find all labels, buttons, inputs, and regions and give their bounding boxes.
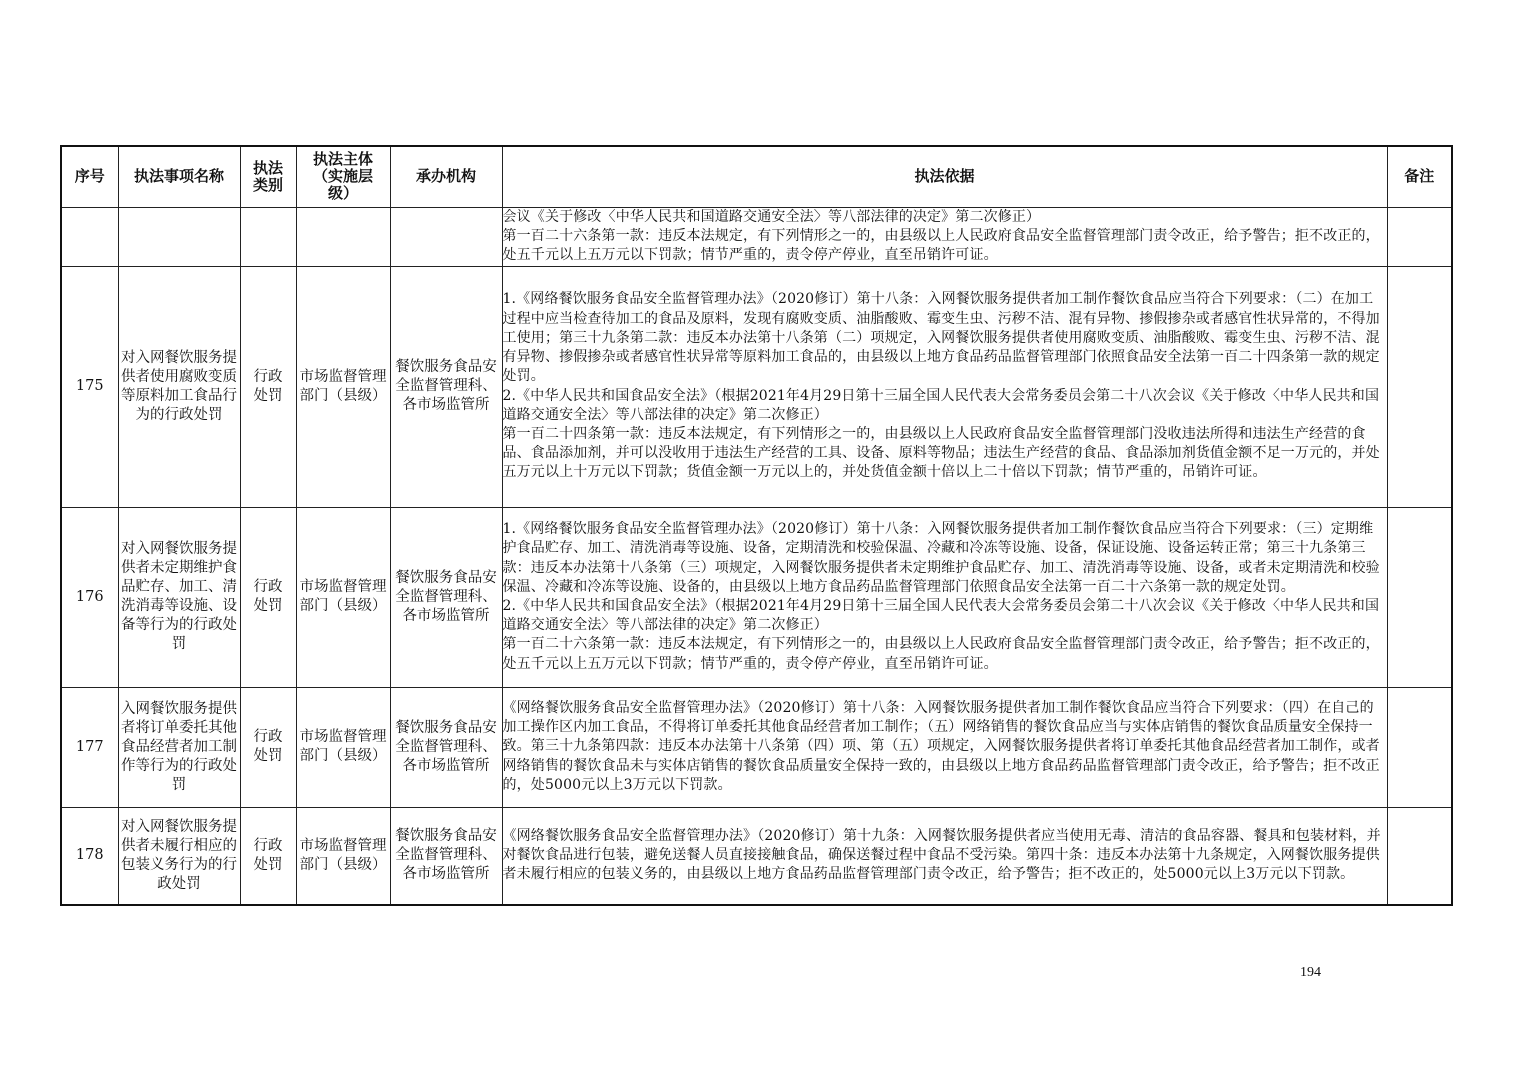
cell-note	[1387, 207, 1452, 266]
header-seq: 序号	[61, 146, 118, 207]
cell-basis: 1.《网络餐饮服务食品安全监督管理办法》（2020修订）第十八条：入网餐饮服务提供者加工制作餐饮食品应当符合下列要求：（三）定期维护食品贮存、加工、清洗消毒等设施、设备，定期清洗和校验保温、冷藏和冷冻等设施、设备，保证设施、设备运转正常；第三十九条第三款：违反本办法第十八条第（三）项规定，入网餐饮服务提供者未定期维护食品贮存、加工、清洗消毒等设施、设备，或者未定期清洗和校验保温、冷藏和冷冻等设施、设备的，由县级以上地方食品药品监督管理部门依照食品安全法第一百二十六条第一款的规定处罚。 2.《中华人民共和国食品安全法》（根据2021年4月29日第十三届全国人民代表大会常务委员会第二十八次会议《关于修改〈中华人民共和国道路交通安全法〉等八部法律的决定》第二次修正） 第一百二十六条第一款：违反本法规定，有下列情形之一的，由县级以上人民政府食品安全监督管理部门责令改正，给予警告；拒不改正的，处五千元以上五万元以下罚款；情节严重的，责令停产停业，直至吊销许可证。	[502, 507, 1387, 687]
cell-agency: 餐饮服务食品安全监督管理科、各市场监管所	[390, 507, 502, 687]
cell-basis: 会议《关于修改〈中华人民共和国道路交通安全法〉等八部法律的决定》第二次修正） 第一百二十六条第一款：违反本法规定，有下列情形之一的，由县级以上人民政府食品安全监督管理部门责令改正，给予警告；拒不改正的，处五千元以上五万元以下罚款；情节严重的，责令停产停业，直至吊销许可证。	[502, 207, 1387, 266]
header-row	[61, 146, 1452, 207]
cell-seq: 175	[61, 266, 118, 507]
cell-type: 行政 处罚	[240, 687, 296, 807]
cell-type	[240, 207, 296, 266]
cell-subject: 市场监督管理部门（县级）	[296, 807, 390, 905]
cell-type: 行政 处罚	[240, 266, 296, 507]
header-note: 备注	[1387, 146, 1452, 207]
cell-subject: 市场监督管理部门（县级）	[296, 507, 390, 687]
cell-name: 对入网餐饮服务提供者使用腐败变质等原料加工食品行为的行政处罚	[118, 266, 240, 507]
page-number: 194	[1300, 965, 1321, 980]
cell-agency	[390, 207, 502, 266]
header-subject: 执法主体 （实施层 级）	[296, 146, 390, 207]
enforcement-table	[60, 145, 1453, 906]
header-basis: 执法依据	[502, 146, 1387, 207]
table-row	[61, 207, 1452, 266]
cell-subject	[296, 207, 390, 266]
cell-seq: 177	[61, 687, 118, 807]
cell-type: 行政 处罚	[240, 507, 296, 687]
cell-seq: 178	[61, 807, 118, 905]
table-row	[61, 687, 1452, 807]
table-row	[61, 507, 1452, 687]
cell-basis: 1.《网络餐饮服务食品安全监督管理办法》（2020修订）第十八条：入网餐饮服务提供者加工制作餐饮食品应当符合下列要求：（二）在加工过程中应当检查待加工的食品及原料，发现有腐败变质、油脂酸败、霉变生虫、污秽不洁、混有异物、掺假掺杂或者感官性状异常的，不得加工使用；第三十九条第二款：违反本办法第十八条第（二）项规定，入网餐饮服务提供者使用腐败变质、油脂酸败、霉变生虫、污秽不洁、混有异物、掺假掺杂或者感官性状异常等原料加工食品的，由县级以上地方食品药品监督管理部门依照食品安全法第一百二十四条第一款的规定处罚。 2.《中华人民共和国食品安全法》（根据2021年4月29日第十三届全国人民代表大会常务委员会第二十八次会议《关于修改〈中华人民共和国道路交通安全法〉等八部法律的决定》第二次修正） 第一百二十四条第一款：违反本法规定，有下列情形之一的，由县级以上人民政府食品安全监督管理部门没收违法所得和违法生产经营的食品、食品添加剂，并可以没收用于违法生产经营的工具、设备、原料等物品；违法生产经营的食品、食品添加剂货值金额不足一万元的，并处五万元以上十万元以下罚款；货值金额一万元以上的，并处货值金额十倍以上二十倍以下罚款；情节严重的，吊销许可证。	[502, 266, 1387, 507]
table-row	[61, 807, 1452, 905]
cell-name: 入网餐饮服务提供者将订单委托其他食品经营者加工制作等行为的行政处罚	[118, 687, 240, 807]
cell-basis: 《网络餐饮服务食品安全监督管理办法》（2020修订）第十八条：入网餐饮服务提供者加工制作餐饮食品应当符合下列要求：（四）在自己的加工操作区内加工食品，不得将订单委托其他食品经营者加工制作；（五）网络销售的餐饮食品应当与实体店销售的餐饮食品质量安全保持一致。第三十九条第四款：违反本办法第十八条第（四）项、第（五）项规定，入网餐饮服务提供者将订单委托其他食品经营者加工制作，或者网络销售的餐饮食品未与实体店销售的餐饮食品质量安全保持一致的，由县级以上地方食品药品监督管理部门责令改正，给予警告；拒不改正的，处5000元以上3万元以下罚款。	[502, 687, 1387, 807]
cell-agency: 餐饮服务食品安全监督管理科、各市场监管所	[390, 687, 502, 807]
cell-seq	[61, 207, 118, 266]
cell-type: 行政 处罚	[240, 807, 296, 905]
cell-note	[1387, 807, 1452, 905]
table-row	[61, 266, 1452, 507]
cell-seq: 176	[61, 507, 118, 687]
cell-name	[118, 207, 240, 266]
cell-name: 对入网餐饮服务提供者未定期维护食品贮存、加工、清洗消毒等设施、设备等行为的行政处罚	[118, 507, 240, 687]
cell-basis: 《网络餐饮服务食品安全监督管理办法》（2020修订）第十九条：入网餐饮服务提供者应当使用无毒、清洁的食品容器、餐具和包装材料，并对餐饮食品进行包装，避免送餐人员直接接触食品，确保送餐过程中食品不受污染。第四十条：违反本办法第十九条规定，入网餐饮服务提供者未履行相应的包装义务的，由县级以上地方食品药品监督管理部门责令改正，给予警告；拒不改正的，处5000元以上3万元以下罚款。	[502, 807, 1387, 905]
cell-note	[1387, 507, 1452, 687]
header-type: 执法 类别	[240, 146, 296, 207]
cell-name: 对入网餐饮服务提供者未履行相应的包装义务行为的行政处罚	[118, 807, 240, 905]
cell-agency: 餐饮服务食品安全监督管理科、各市场监管所	[390, 807, 502, 905]
cell-note	[1387, 687, 1452, 807]
cell-agency: 餐饮服务食品安全监督管理科、各市场监管所	[390, 266, 502, 507]
cell-subject: 市场监督管理部门（县级）	[296, 687, 390, 807]
cell-note	[1387, 266, 1452, 507]
header-name: 执法事项名称	[118, 146, 240, 207]
header-agency: 承办机构	[390, 146, 502, 207]
cell-subject: 市场监督管理部门（县级）	[296, 266, 390, 507]
